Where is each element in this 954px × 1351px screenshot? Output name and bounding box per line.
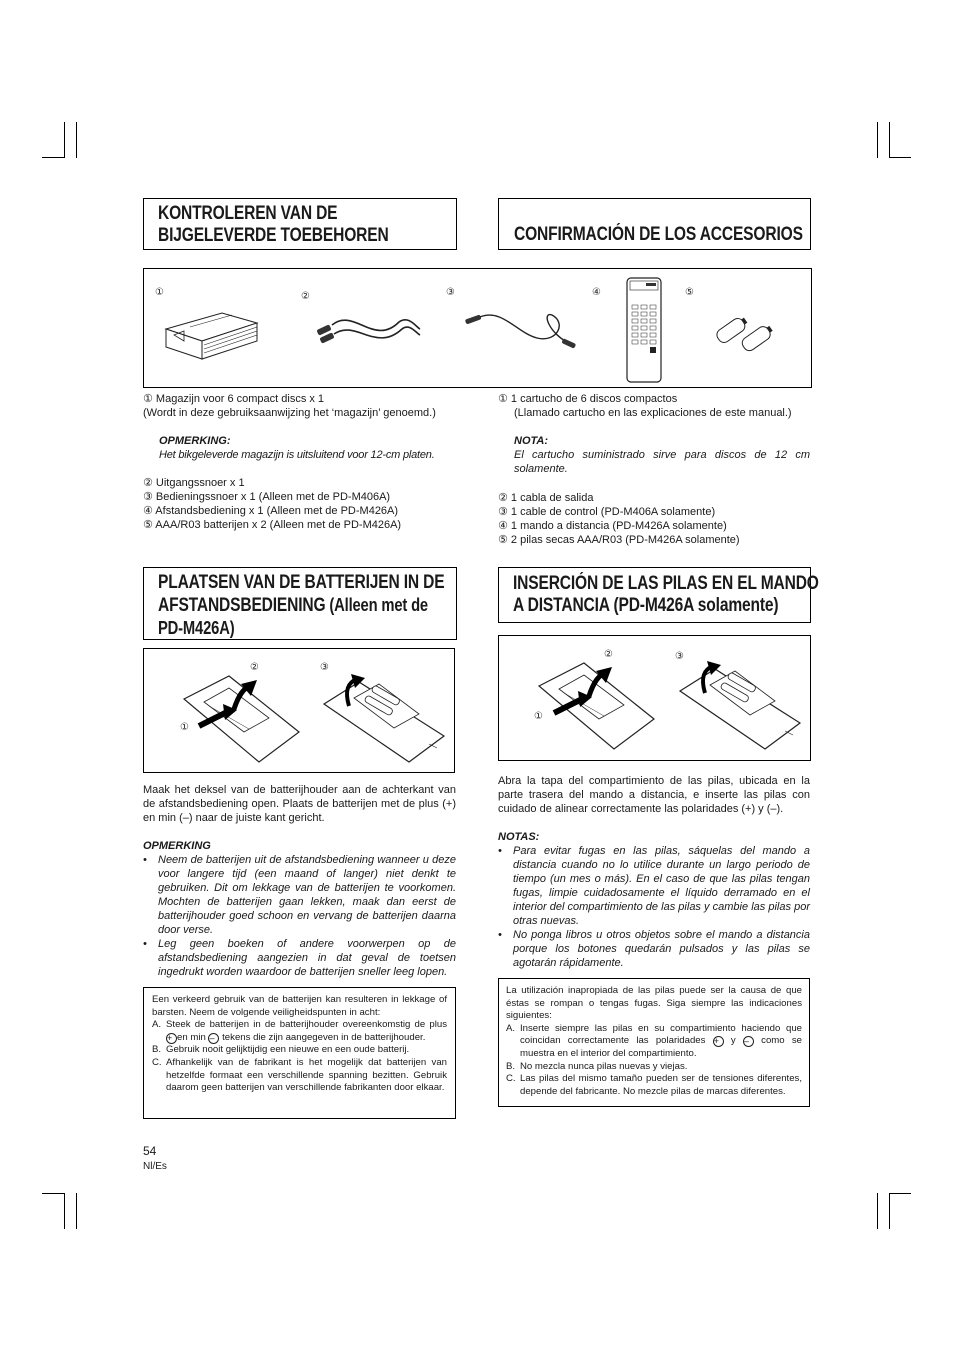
- battery-notes-nl: OPMERKING • Neem de batterijen uit de afstandsbediening wanneer u deze voor langere tijd (een maand of langer) niet denkt te gebruiken. Dit om lekkage van de batterijen te voorkomen. Mochten de batterijen gaan lekken, maak dan eerst de batterijhouder goed schoon en vervang de batterijen daarna door verse. • Leg geen boeken of andere voorwerpen op de afstandsbediening aangezien in dat geval de toetsen ingedrukt worden waardoor de batterijen sneller leeg lopen.: [143, 840, 456, 978]
- minus-icon: –: [743, 1036, 754, 1047]
- section-title-batteries-nl: PLAATSEN VAN DE BATTERIJEN IN DE AFSTANDSBEDIENING (Alleen met de PD-M426A): [158, 572, 445, 638]
- crop-mark: [877, 122, 878, 158]
- crop-mark: [76, 1193, 77, 1229]
- section-title-accessories-es: CONFIRMACIÓN DE LOS ACCESORIOS: [514, 224, 803, 245]
- heading-box-accessories-nl: [143, 198, 457, 250]
- accessories-figure: [143, 268, 812, 388]
- accessory-list-es: ① 1 cartucho de 6 discos compactos (Llamado cartucho en las explicaciones de este manual.): [498, 393, 792, 419]
- list-item: • Neem de batterijen uit de afstandsbediening wanneer u deze voor langere tijd (een maand of langer) niet denkt te gebruiken. Dit om lekkage van de batterijen te voorkomen. Mochten de batterijen gaan lekken, maak dan eerst de batterijhouder goed schoon en vervang de batterijen daarna door verse.: [143, 854, 456, 936]
- crop-mark: [64, 1193, 65, 1229]
- section-title-accessories-nl: KONTROLEREN VAN DE BIJGELEVERDE TOEBEHOREN: [158, 203, 389, 246]
- list-item: A. Steek de batterijen in de batterijhouder overeenkomstig de plus + en min – tekens die zijn aangegeven in de batterijhouder.: [152, 1019, 447, 1043]
- battery-figure-label-3: ③: [675, 651, 684, 662]
- battery-figure-label-1: ①: [180, 722, 189, 733]
- battery-figure-label-2: ②: [250, 662, 259, 673]
- list-item: A. Inserte siempre las pilas en su compartimiento haciendo que coincidan correctamente las polaridades + y – como se muestra en el interior del compartimiento.: [506, 1022, 802, 1059]
- note-block-nl: OPMERKING: Het bikgeleverde magazijn is uitsluitend voor 12-cm platen.: [159, 435, 435, 461]
- list-item: • Para evitar fugas en las pilas, sáquelas del mando a distancia cuando no lo utilice durante un largo periodo de tiempo (un mes o más). En el caso de que las pilas tengan fugas, limpie cuidadosamente el líquido derramado en el interior del compartimiento de las pilas y cambie las pilas por otras nuevas.: [498, 845, 810, 927]
- list-item: B. Gebruik nooit gelijktijdig een nieuwe en een oude batterij.: [152, 1044, 410, 1056]
- crop-mark: [889, 1193, 890, 1229]
- list-item: C. Afhankelijk van de fabrikant is het mogelijk dat batterijen van hetzelfde formaat een verschillende spanning bezitten. Gebruik daarom geen batterijen van verschillende fabrikanten door elkaar.: [152, 1056, 447, 1094]
- heading-box-batteries-nl: [143, 567, 457, 640]
- remote-battery-insert-illustration: [319, 674, 449, 764]
- figure-label-5: ⑤: [685, 287, 694, 298]
- output-cord-illustration: [314, 307, 424, 352]
- battery-notes-es: NOTAS: • Para evitar fugas en las pilas, sáquelas del mando a distancia cuando no lo utilice durante un largo periodo de tiempo (un mes o más). En el caso de que las pilas tengan fugas, limpie cuidadosamente el líquido derramado en el interior del compartimiento de las pilas y cambie las pilas por otras nuevas. • No ponga libros u otros objetos sobre el mando a distancia porque los botones quedarán pulsados y las pilas se agotarán rápidamente.: [498, 831, 810, 969]
- remote-control-illustration: [626, 277, 662, 383]
- battery-figure-es: [498, 635, 811, 761]
- crop-mark: [877, 1193, 878, 1229]
- heading-box-batteries-es: [498, 567, 819, 623]
- remote-back-open-illustration: [179, 674, 304, 764]
- caution-box-nl: Een verkeerd gebruik van de batterijen kan resulteren in lekkage of barsten. Neem de volgende veiligheidspunten in acht: A. Steek de batterijen in de batterijhouder overeenkomstig de plus + en min – tekens die zijn aangegeven in de batterijhouder. B. Gebruik nooit gelijktijdig een nieuwe en een oude batterij. C. Afhankelijk van de fabrikant is het mogelijk dat batterijen van hetzelfde formaat een verschillende spanning bezitten. Gebruik daarom geen batterijen van verschillende fabrikanten door elkaar.: [143, 987, 456, 1119]
- list-item: B. No mezcla nunca pilas nuevas y viejas.: [506, 1060, 688, 1072]
- figure-label-4: ④: [592, 287, 601, 298]
- plus-icon: +: [166, 1033, 177, 1044]
- language-code: Nl/Es: [143, 1161, 167, 1172]
- crop-mark: [889, 122, 890, 158]
- crop-mark: [889, 157, 911, 158]
- battery-figure-label-3: ③: [320, 662, 329, 673]
- crop-mark: [64, 122, 65, 158]
- battery-figure-label-1: ①: [534, 711, 543, 722]
- battery-instructions-es: Abra la tapa del compartimiento de las pilas, ubicada en la parte trasera del mando a distancia, e inserte las pilas con cuidado de alinear correctamente las polaridades (+) y (–).: [498, 775, 810, 815]
- accessory-items-nl: ② Uitgangssnoer x 1 ③ Bedieningssnoer x 1 (Alleen met de PD-M406A) ④ Afstandsbediening x 1 (Alleen met de PD-M426A) ⑤ AAA/R03 batterijen x 2 (Alleen met de PD-M426A): [143, 477, 402, 531]
- note-block-es: NOTA: El cartucho suministrado sirve para discos de 12 cm solamente.: [514, 435, 810, 475]
- battery-instructions-nl: Maak het deksel van de batterijhouder aan de achterkant van de afstandsbediening open. Plaats de batterijen met de plus (+) en min (–) naar de juiste kant gericht.: [143, 784, 456, 824]
- magazine-illustration: [162, 307, 262, 362]
- minus-icon: –: [208, 1033, 219, 1044]
- crop-mark: [42, 1193, 64, 1194]
- figure-label-1: ①: [155, 287, 164, 298]
- remote-back-open-illustration: [534, 661, 659, 751]
- plus-icon: +: [713, 1036, 724, 1047]
- batteries-illustration: [709, 307, 784, 362]
- control-cord-illustration: [462, 303, 577, 353]
- battery-figure-nl: [143, 648, 455, 773]
- list-item: • No ponga libros u otros objetos sobre el mando a distancia porque los botones quedarán pulsados y las pilas se agotarán rápidamente.: [498, 929, 810, 969]
- accessory-items-es: ② 1 cabla de salida ③ 1 cable de control (PD-M406A solamente) ④ 1 mando a distancia (PD-M426A solamente) ⑤ 2 pilas secas AAA/R03 (PD-M426A solamente): [498, 492, 740, 546]
- figure-label-2: ②: [301, 291, 310, 302]
- list-item: C. Las pilas del mismo tamaño pueden ser de tensiones diferentes, depende del fabricante. No mezcle pilas de marcas diferentes.: [506, 1073, 802, 1097]
- heading-box-accessories-es: [498, 198, 811, 250]
- page-number: 54: [143, 1144, 157, 1158]
- crop-mark: [42, 157, 64, 158]
- accessory-list-nl: ① Magazijn voor 6 compact discs x 1 (Wordt in deze gebruiksaanwijzing het ‘magazijn’ genoemd.): [143, 393, 436, 419]
- list-item: • Leg geen boeken of andere voorwerpen op de afstandsbediening aangezien in dat geval de toetsen ingedrukt worden waardoor de batterijen sneller leeg lopen.: [143, 938, 456, 978]
- caution-box-es: La utilización inapropiada de las pilas puede ser la causa de que éstas se rompan o tengas fugas. Siga siempre las indicaciones siguientes: A. Inserte siempre las pilas en su compartimiento haciendo que coincidan correctamente las polaridades + y – como se muestra en el interior del compartimiento. B. No mezcla nunca pilas nuevas y viejas. C. Las pilas del mismo tamaño pueden ser de tensiones diferentes, depende del fabricante. No mezcle pilas de marcas diferentes.: [498, 978, 810, 1107]
- section-title-batteries-es: INSERCIÓN DE LAS PILAS EN EL MANDO A DISTANCIA (PD-M426A solamente): [513, 573, 819, 616]
- figure-label-3: ③: [446, 287, 455, 298]
- remote-battery-insert-illustration: [675, 661, 805, 751]
- battery-figure-label-2: ②: [604, 649, 613, 660]
- crop-mark: [889, 1193, 911, 1194]
- crop-mark: [76, 122, 77, 158]
